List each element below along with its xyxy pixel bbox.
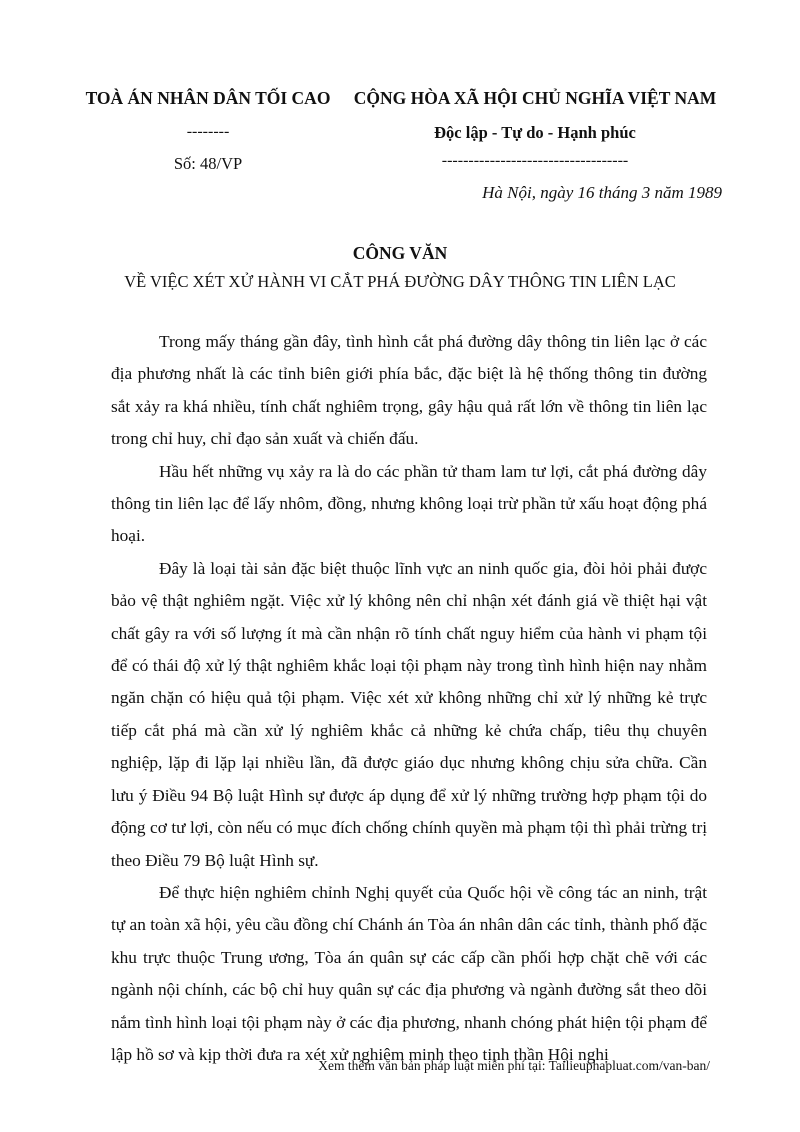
body-paragraph: Đây là loại tài sản đặc biệt thuộc lĩnh vực an ninh quốc gia, đòi hỏi phải được bảo vệ thật nghiêm ngặt. Việc xử lý không nên chỉ nhận xét đánh giá về thiệt hại vật chất gây ra với số lượng ít mà cần nhận rõ tính chất nguy hiểm của hành vi phạm tội để có thái độ xử lý thật nghiêm khắc loại tội phạm này trong tình hình hiện nay nhằm ngăn chặn có hiệu quả tội phạm. Việc xét xử không những chỉ xử lý những kẻ trực tiếp cắt phá mà cần xử lý nghiêm khắc cả những kẻ chứa chấp, tiêu thụ chuyên nghiệp, lặp đi lặp lại nhiều lần, đã được giáo dục nhưng không chịu sửa chữa. Cần lưu ý Điều 94 Bộ luật Hình sự được áp dụng để xử lý những trường hợp phạm tội do động cơ tư lợi, còn nếu có mục đích chống chính quyền mà phạm tội thì phải trừng trị theo Điều 79 Bộ luật Hình sự. (111, 558, 707, 870)
place-and-date: Hà Nội, ngày 16 tháng 3 năm 1989 (482, 183, 722, 202)
national-motto: Độc lập - Tự do - Hạnh phúc (434, 123, 636, 142)
body-paragraph: Để thực hiện nghiêm chỉnh Nghị quyết của Quốc hội về công tác an ninh, trật tự an toàn xã hội, yêu cầu đồng chí Chánh án Tòa án nhân dân các tỉnh, thành phố đặc khu trực thuộc Trung ương, Tòa án quân sự các cấp cần phối hợp chặt chẽ với các ngành nội chính, các bộ chỉ huy quân sự các địa phương và ngành đường sắt theo dõi nắm tình hình loại tội phạm này ở các địa phương, nhanh chóng phát hiện tội phạm để lập hồ sơ và kịp thời đưa ra xét xử nghiêm minh theo tinh thần Hội nghị (111, 882, 707, 1064)
body-paragraph: Hầu hết những vụ xảy ra là do các phần tử tham lam tư lợi, cắt phá đường dây thông tin liên lạc để lấy nhôm, đồng, nhưng không loại trừ phần tử xấu hoạt động phá hoại. (111, 461, 707, 546)
motto-separator: ----------------------------------- (441, 152, 629, 169)
document-type-title: CÔNG VĂN (352, 243, 448, 263)
document-subject: VỀ VIỆC XÉT XỬ HÀNH VI CẮT PHÁ ĐƯỜNG DÂY THÔNG TIN LIÊN LẠC (124, 272, 676, 291)
body-paragraph: Trong mấy tháng gần đây, tình hình cắt phá đường dây thông tin liên lạc ở các địa phương nhất là các tỉnh biên giới phía bắc, đặc biệt là hệ thống thông tin đường sắt xảy ra khá nhiều, tính chất nghiêm trọng, gây hậu quả rất lớn về thông tin liên lạc trong chỉ huy, chỉ đạo sản xuất và chiến đấu. (111, 332, 707, 449)
document-body (111, 326, 707, 1071)
organization-separator: -------- (186, 123, 230, 140)
footer-note: Xem thêm văn bản pháp luật miễn phí tại: Tailieuphapluat.com/van-ban/ (318, 1058, 710, 1073)
national-title: CỘNG HÒA XÃ HỘI CHỦ NGHĨA VIỆT NAM (353, 88, 717, 108)
document-number: Số: 48/VP (173, 154, 243, 173)
issuing-organization: TOÀ ÁN NHÂN DÂN TỐI CAO (85, 88, 331, 108)
